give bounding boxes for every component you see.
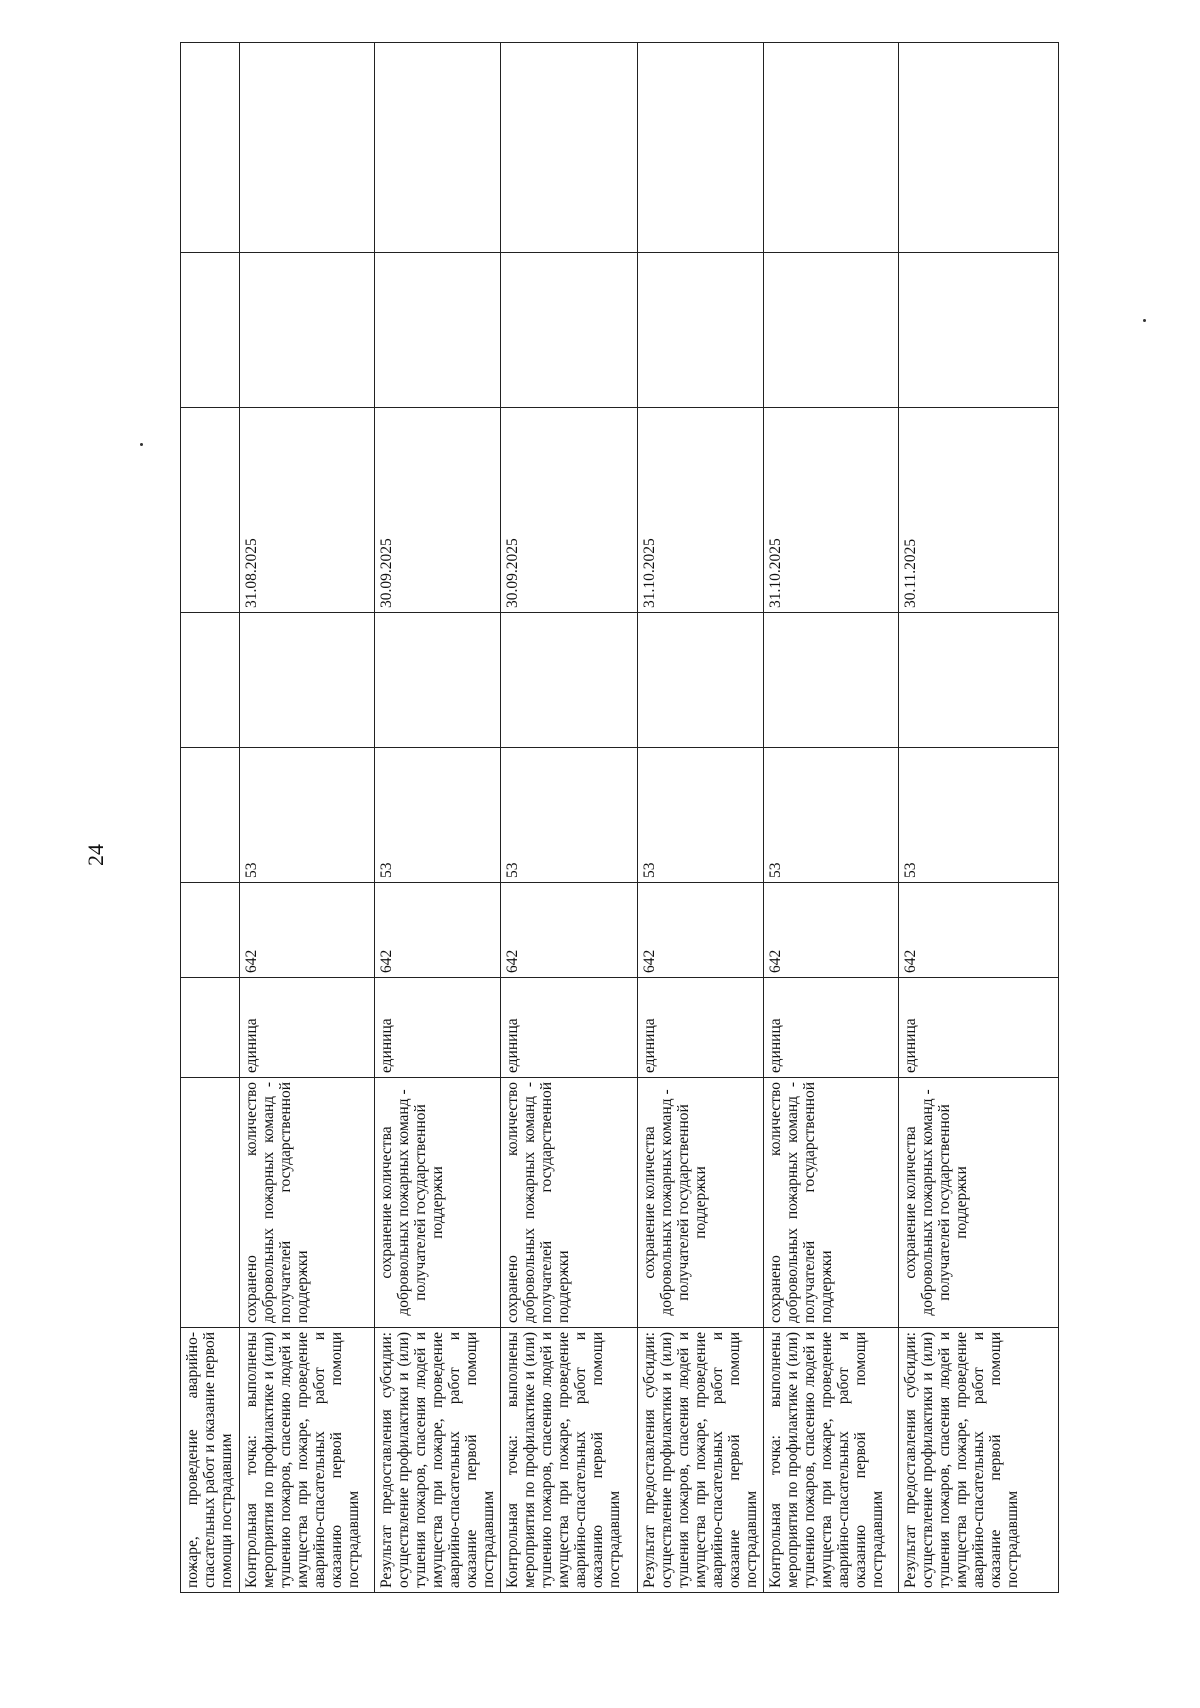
unit-cell: единица [764,978,899,1078]
indicator-name: сохранение количества добровольных пожарных команд - получателей государственной поддержки [638,1078,764,1328]
table-row [375,43,501,1593]
empty-cell [638,43,764,253]
unit-cell: единица [240,978,375,1078]
table-row [638,43,764,1593]
empty-cell [375,43,501,253]
scan-speck [1143,319,1146,322]
unit-cell: единица [899,978,1059,1078]
date-cell: 30.11.2025 [899,408,1059,613]
indicator-name: сохранение количества добровольных пожарных команд - получателей государственной поддержки [899,1078,1059,1328]
result-description: Контрольная точка: выполнены мероприятия по профилактике и (или) тушению пожаров, спасению людей и имущества при пожаре, проведение аварийно-спасательных работ и оказанию первой помощи пострадавшим [240,1328,375,1593]
unit-cell [181,978,240,1078]
empty-cell [240,43,375,253]
okei-code-cell [181,883,240,978]
date-cell: 30.09.2025 [375,408,501,613]
empty-cell [375,253,501,408]
empty-cell [181,253,240,408]
value-cell: 53 [240,748,375,883]
empty-cell [181,43,240,253]
value-cell [181,748,240,883]
value-cell: 53 [501,748,638,883]
unit-cell: единица [375,978,501,1078]
indicator-name [181,1078,240,1328]
empty-cell [501,43,638,253]
value-cell: 53 [375,748,501,883]
table-row [501,43,638,1593]
indicator-name: сохранено количество добровольных пожарных команд - получателей государственной поддержки [240,1078,375,1328]
date-cell: 31.08.2025 [240,408,375,613]
unit-cell: единица [638,978,764,1078]
okei-code-cell: 642 [638,883,764,978]
date-cell: 30.09.2025 [501,408,638,613]
okei-code-cell: 642 [501,883,638,978]
empty-cell [638,253,764,408]
table-row [764,43,899,1593]
table-row [240,43,375,1593]
okei-code-cell: 642 [899,883,1059,978]
results-table [180,42,1059,1593]
result-description: Результат предоставления субсидии: осуществление профилактики и (или) тушения пожаров, спасения людей и имущества при пожаре, проведение аварийно-спасательных работ и оказание первой помощи пострадавшим [899,1328,1059,1593]
empty-cell [501,613,638,748]
date-cell: 31.10.2025 [764,408,899,613]
empty-cell [501,253,638,408]
value-cell: 53 [638,748,764,883]
date-cell [181,408,240,613]
value-cell: 53 [899,748,1059,883]
empty-cell [181,613,240,748]
result-description: Контрольная точка: выполнены мероприятия по профилактике и (или) тушению пожаров, спасению людей и имущества при пожаре, проведение аварийно-спасательных работ и оказанию первой помощи пострадавшим [764,1328,899,1593]
okei-code-cell: 642 [375,883,501,978]
date-cell: 31.10.2025 [638,408,764,613]
result-description: пожаре, проведение аварийно-спасательных работ и оказание первой помощи пострадавшим [181,1328,240,1593]
okei-code-cell: 642 [764,883,899,978]
result-description: Контрольная точка: выполнены мероприятия по профилактике и (или) тушению пожаров, спасению людей и имущества при пожаре, проведение аварийно-спасательных работ и оказанию первой помощи пострадавшим [501,1328,638,1593]
unit-cell: единица [501,978,638,1078]
empty-cell [240,253,375,408]
empty-cell [899,613,1059,748]
empty-cell [764,43,899,253]
scan-speck [140,443,143,446]
indicator-name: сохранено количество добровольных пожарных команд - получателей государственной поддержки [764,1078,899,1328]
value-cell: 53 [764,748,899,883]
result-description: Результат предоставления субсидии: осуществление профилактики и (или) тушения пожаров, спасения людей и имущества при пожаре, проведение аварийно-спасательных работ и оказание первой помощи пострадавшим [638,1328,764,1593]
empty-cell [899,253,1059,408]
okei-code-cell: 642 [240,883,375,978]
table-row [899,43,1059,1593]
indicator-name: сохранение количества добровольных пожарных команд - получателей государственной поддержки [375,1078,501,1328]
indicator-name: сохранено количество добровольных пожарных команд - получателей государственной поддержки [501,1078,638,1328]
empty-cell [638,613,764,748]
rotated-table-container [180,43,1058,1593]
empty-cell [375,613,501,748]
empty-cell [764,613,899,748]
result-description: Результат предоставления субсидии: осуществление профилактики и (или) тушения пожаров, спасения людей и имущества при пожаре, проведение аварийно-спасательных работ и оказание первой помощи пострадавшим [375,1328,501,1593]
empty-cell [240,613,375,748]
page-number: 24 [83,844,108,866]
table-row [181,43,240,1593]
empty-cell [764,253,899,408]
empty-cell [899,43,1059,253]
